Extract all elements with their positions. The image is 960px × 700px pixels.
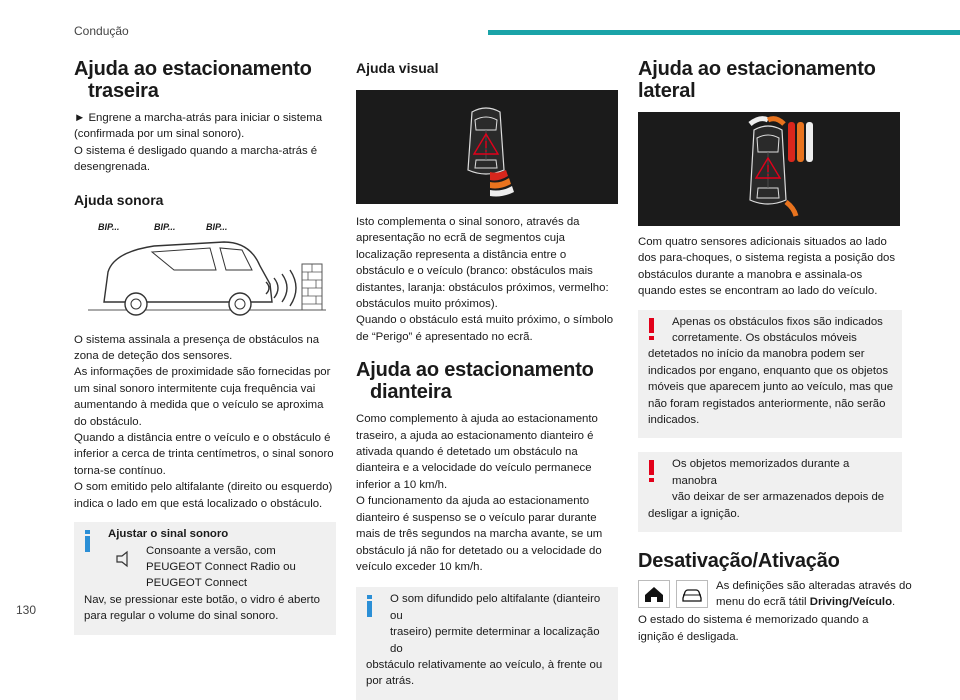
section-title-rear: Ajuda ao estacionamento traseira — [74, 58, 312, 102]
section-title-side: Ajuda ao estacionamento lateral — [638, 58, 876, 102]
subsection-visual: Ajuda visual — [356, 60, 439, 76]
section-title-activation: Desativação/Ativação — [638, 550, 840, 573]
subsection-audible: Ajuda sonora — [74, 191, 164, 208]
intro-text-2: O sistema é desligado quando a marcha-atrás é desengrenada. — [74, 144, 318, 174]
paragraph: Quando a distância entre o veículo e o obstáculo é inferior a cerca de trinta centímetros, o sinal sonoro torna-se contínuo. — [74, 432, 334, 477]
paragraph: O som emitido pelo altifalante (direito ou esquerdo) indica o lado em que está localizado o obstáculo. — [74, 481, 333, 510]
paragraph: Isto complementa o sinal sonoro, através da apresentação no ecrã de segmentos cuja localização representa a distância entre o obstáculo e o veículo (branco: obstáculos mais distantes, laranja: obstáculos próximos, vermelho: obstáculos muito próximos). — [356, 216, 609, 311]
note-text: detetados no início da manobra podem ser indicados por engano, enquanto que os objetos móveis que aparecem junto ao veículo, mas que não foram registados anteriormente, não serão indicados. — [648, 348, 894, 427]
note-title: Ajustar o sinal sonoro — [108, 528, 229, 541]
note-text: Consoante a versão, com PEUGEOT Connect Radio ou PEUGEOT Connect — [146, 544, 296, 590]
paragraph: O sistema assinala a presença de obstáculos na zona de deteção dos sensores. — [74, 333, 320, 363]
header-accent-bar — [488, 30, 960, 35]
note-text: vão deixar de ser armazenados depois de — [672, 491, 885, 504]
side-display-image — [638, 112, 900, 226]
menu-driving: Driving — [809, 596, 849, 609]
paragraph: Como complemento à ajuda ao estacionamento traseiro, a ajuda ao estacionamento dianteiro é ativada quando é detetado um obstáculo na dianteira e a velocidade do veículo permanece inferior a 10 km/h. — [356, 413, 598, 491]
info-icon — [366, 595, 374, 617]
visual-display-image — [356, 90, 618, 204]
car-icon — [676, 580, 708, 608]
paragraph: As informações de proximidade são fornecidas por um sinal sonoro intermitente cuja frequência vai aumentando à medida que o veículo se aproxima do obstáculo. — [74, 366, 331, 428]
activation-text: As definições são alteradas através do — [716, 580, 912, 593]
header-section: Condução — [74, 24, 129, 38]
info-note-speaker — [356, 587, 618, 699]
info-note-volume — [74, 522, 336, 634]
bullet-marker: ► — [74, 112, 86, 124]
paragraph: O estado do sistema é memorizado quando a ignição é desligada. — [638, 614, 869, 643]
note-text: Nav, se pressionar este botão, o vidro é aberto para regular o volume do sinal sonoro. — [84, 593, 320, 623]
speaker-icon — [114, 549, 134, 569]
note-text: Os objetos memorizados durante a manobra — [672, 458, 850, 487]
column-3 — [638, 56, 912, 645]
car-rear-sound-icon — [74, 222, 336, 322]
beep-label: BIP... — [154, 221, 176, 232]
home-icon — [638, 580, 670, 608]
note-text: corretamente. Os obstáculos móveis — [672, 332, 857, 345]
beep-label: BIP... — [206, 221, 228, 232]
warning-icon — [648, 460, 656, 482]
activation-text-line2: menu do ecrã tátil Driving/Veículo. — [716, 596, 896, 609]
screen-car-side-topview — [638, 112, 900, 226]
intro-text: ► Engrene a marcha-atrás para iniciar o sistema (confirmada por um sinal sonoro). — [74, 112, 323, 141]
note-text: O som difundido pelo altifalante (dianteiro ou — [390, 593, 601, 622]
paragraph: Quando o obstáculo está muito próximo, o símbolo de “Perigo” é apresentado no ecrã. — [356, 314, 614, 343]
note-text: traseiro) permite determinar a localização do — [390, 626, 600, 655]
page-number: 130 — [16, 603, 37, 617]
note-text: obstáculo relativamente ao veículo, à frente ou por atrás. — [366, 658, 603, 688]
warning-note-fixed — [638, 310, 902, 439]
activation-block — [638, 578, 912, 612]
menu-vehicle: Veículo — [852, 596, 893, 609]
warning-icon — [648, 318, 656, 340]
audible-illustration — [74, 222, 336, 322]
note-text: Apenas os obstáculos fixos são indicados — [672, 315, 883, 328]
screen-car-topview — [356, 90, 618, 204]
column-1 — [74, 56, 336, 635]
column-2 — [356, 56, 618, 700]
warning-note-memory — [638, 452, 902, 532]
beep-label: BIP... — [98, 221, 120, 232]
paragraph: Com quatro sensores adicionais situados ao lado dos para-choques, o sistema regista a posição dos obstáculos durante a manobra e assinala-os quando estes se encontram ao lado do veículo. — [638, 236, 896, 298]
paragraph: O funcionamento da ajuda ao estacionamento dianteiro é suspenso se o veículo parar durante mais de três segundos na marcha avante, se um obstáculo já não for detetado ou a velocidade do veículo exceder 10 km/h. — [356, 495, 603, 573]
section-title-front: Ajuda ao estacionamento dianteira — [356, 359, 594, 404]
note-text: desligar a ignição. — [648, 507, 740, 520]
